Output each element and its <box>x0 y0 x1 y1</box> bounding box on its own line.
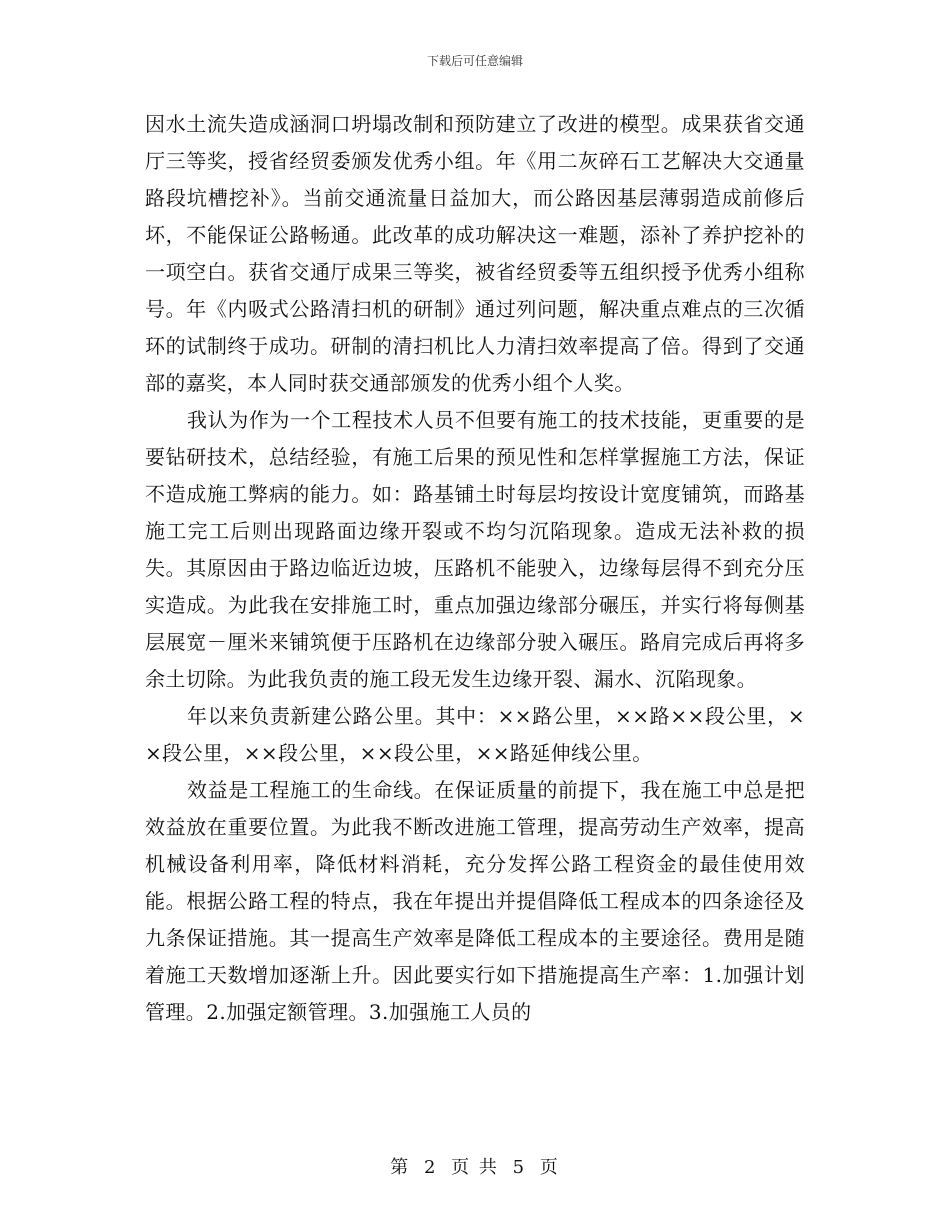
paragraph-1: 因水土流失造成涵洞口坍塌改制和预防建立了改进的模型。成果获省交通厅三等奖，授省经贸委颁发优秀小组。年《用二灰碎石工艺解决大交通量路段坑槽挖补》。当前交通流量日益加大，而公路因基层薄弱造成前修后坏，不能保证公路畅通。此改革的成功解决这一难题，添补了养护挖补的一项空白。获省交通厅成果三等奖，被省经贸委等五组织授予优秀小组称号。年《内吸式公路清扫机的研制》通过列问题，解决重点难点的三次循环的试制终于成功。研制的清扫机比人力清扫效率提高了倍。得到了交通部的嘉奖，本人同时获交通部颁发的优秀小组个人奖。 <box>145 112 805 395</box>
header-note: 下载后可任意编辑 <box>426 54 523 68</box>
page-header <box>0 52 950 69</box>
footer-prefix: 第 <box>390 1157 411 1178</box>
paragraph-3: 年以来负责新建公路公里。其中：××路公里，××路××段公里，××段公里，××段公里，××段公里，××路延伸线公里。 <box>145 704 805 765</box>
paragraph-2: 我认为作为一个工程技术人员不但要有施工的技术技能，更重要的是要钻研技术，总结经验，有施工后果的预见性和怎样掌握施工方法，保证不造成施工弊病的能力。如：路基铺土时每层均按设计宽度铺筑，而路基施工完工后则出现路面边缘开裂或不均匀沉陷现象。造成无法补救的损失。其原因由于路边临近边坡，压路机不能驶入，边缘每层得不到充分压实造成。为此我在安排施工时，重点加强边缘部分碾压，并实行将每侧基层展宽－厘米来铺筑便于压路机在边缘部分驶入碾压。路肩完成后再将多余土切除。为此我负责的施工段无发生边缘开裂、漏水、沉陷现象。 <box>145 408 805 691</box>
paragraph-4: 效益是工程施工的生命线。在保证质量的前提下，我在施工中总是把效益放在重要位置。为此我不断改进施工管理，提高劳动生产效率，提高机械设备利用率，降低材料消耗，充分发挥公路工程资金的最佳使用效能。根据公路工程的特点，我在年提出并提倡降低工程成本的四条途径及九条保证措施。其一提高生产效率是降低工程成本的主要途径。费用是随着施工天数增加逐渐上升。因此要实行如下措施提高生产率：1.加强计划管理。2.加强定额管理。3.加强施工人员的 <box>145 778 805 1024</box>
footer-page-number: 2 <box>423 1157 438 1178</box>
footer-middle: 页 共 <box>451 1157 499 1178</box>
document-body <box>145 106 805 1031</box>
footer-total-pages: 5 <box>512 1157 527 1178</box>
footer-suffix: 页 <box>539 1157 560 1178</box>
page-footer <box>0 1153 950 1179</box>
